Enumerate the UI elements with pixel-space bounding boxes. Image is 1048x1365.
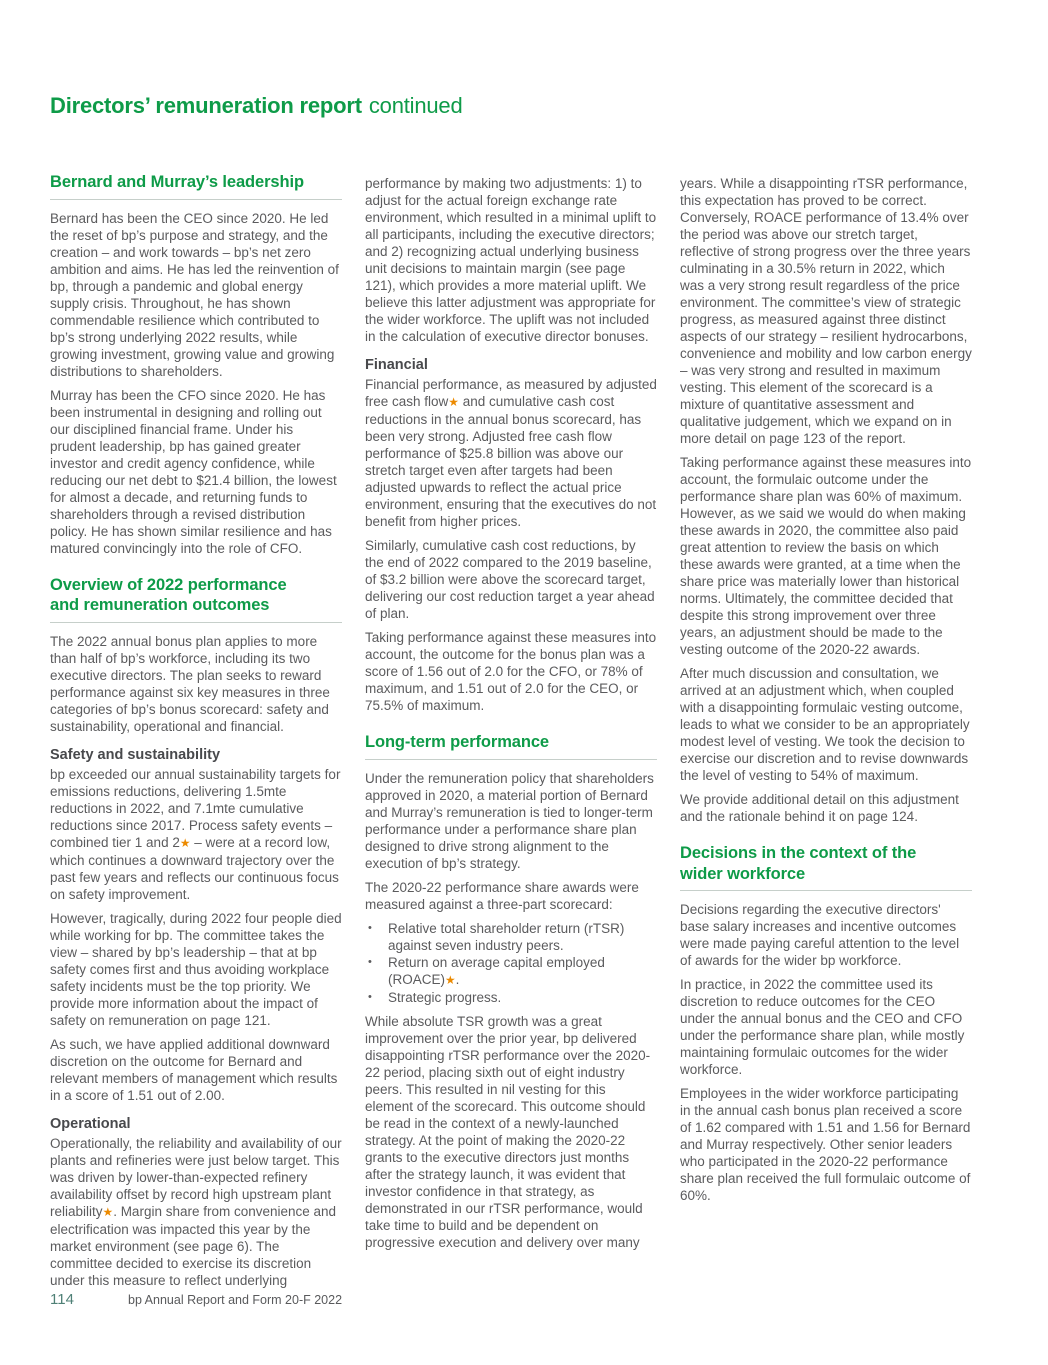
content-columns: [50, 172, 972, 1296]
column-3: [680, 172, 972, 1211]
page-title: [50, 92, 463, 119]
page-number: 114: [50, 1291, 74, 1308]
star-icon: ★: [445, 972, 456, 987]
sub-heading: Safety and sustainability: [50, 746, 221, 763]
column-2: [365, 172, 657, 1258]
page-footer: [50, 1291, 972, 1309]
star-icon: ★: [179, 835, 191, 850]
bullet-item: • Strategic progress.: [365, 989, 657, 1006]
paragraph: After much discussion and consultation, we arrived at an adjustment which, when coupled with a disappointing formulaic vesting outcome, leads to what we consider to be an appropriately modest level of vesting. We took the decision to exercise our discretion and to revise downwards the level of vesting to 54% of maximum.: [680, 666, 970, 783]
paragraph: In practice, in 2022 the committee used its discretion to reduce outcomes for the CEO under the annual bonus and the CEO and CFO under the performance share plan, while mostly maintaining formulaic outcomes for the wider workforce.: [680, 977, 965, 1077]
paragraph: The 2020-22 performance share awards were measured against a three-part scorecard:: [365, 879, 639, 912]
section-heading: Decisions in the context of the wider workforce: [680, 843, 972, 891]
paragraph: We provide additional detail on this adjustment and the rationale behind it on page 124.: [680, 792, 959, 824]
paragraph: Murray has been the CFO since 2020. He has been instrumental in designing and rolling out our disciplined financial frame. Under his prudent leadership, bp has gained greater investor and credit agency confidence, while reducing our net debt to $21.4 billion, the lowest for almost a decade, and returning funds to shareholders through a revised distribution policy. He has shown similar resilience and has matured convincingly into the role of CFO.: [50, 387, 337, 556]
bullet-item: • Relative total shareholder return (rTSR) against seven industry peers.: [365, 920, 657, 954]
star-icon: ★: [448, 395, 459, 409]
paragraph: Employees in the wider workforce participating in the annual cash bonus plan received a score of 1.62 compared with 1.51 and 1.56 for Bernard and Murray respectively. Other senior leaders who participated in the 2020-22 performance share plan received the full formulaic outcome of 60%.: [680, 1086, 971, 1203]
paragraph: As such, we have applied additional downward discretion on the outcome for Bernard and relevant members of management which results in a score of 1.51 out of 2.00.: [50, 1036, 338, 1103]
paragraph: performance by making two adjustments: 1) to adjust for the actual foreign exchange rate environment, which resulted in a minimal uplift to all participants, including the executive directors; and 2) recognizing actual underlying business unit decisions to maintain margin (see page 121), which provides a more material uplift. We believe this latter adjustment was appropriate for the wider workforce. The uplift was not included in the calculation of executive director bonuses.: [365, 176, 657, 344]
paragraph: Decisions regarding the executive directors' base salary increases and incentive outcomes were made paying careful attention to the level of awards for the wider bp workforce.: [680, 902, 960, 968]
paragraph: bp exceeded our annual sustainability targets for emissions reductions, delivering 1.5mte reductions in 2022, and 7.1mte cumulative reductions since 2017. Process safety events – combined tier 1 and 2★ – were at a record low, which continues a downward trajectory over the past few years and reflects our continuous focus on safety improvement.: [50, 766, 341, 902]
section-heading: Bernard and Murray’s leadership: [50, 172, 342, 200]
page-title-continued: continued: [368, 93, 463, 118]
paragraph: However, tragically, during 2022 four people died while working for bp. The committee takes the view – shared by bp’s leadership – that at bp safety comes first and thus avoiding workplace safety incidents must be the top priority. We provide more information about the impact of safety on remuneration on page 121.: [50, 910, 342, 1028]
paragraph: Operationally, the reliability and availability of our plants and refineries were just below target. This was driven by lower-than-expected refinery availability offset by record high upstream plant reliability★. Margin share from convenience and electrification was impacted this year by the market environment (see page 6). The committee decided to exercise its discretion under this measure to reflect underlying: [50, 1135, 342, 1288]
paragraph: Financial performance, as measured by adjusted free cash flow★ and cumulative cash cost reductions in the annual bonus scorecard, has been very strong. Adjusted free cash flow performance of $25.8 billion was above our stretch target even after targets had been adjusted upwards to reflect the actual price environment, ensuring that the executives do not benefit from higher prices.: [365, 377, 657, 529]
sub-heading: Financial: [365, 357, 428, 373]
paragraph: Similarly, cumulative cash cost reductions, by the end of 2022 compared to the 2019 baseline, of $3.2 billion were above the scorecard target, delivering our cost reduction target a year ahead of plan.: [365, 538, 655, 621]
page-title-main: Directors’ remuneration report: [50, 93, 362, 118]
sub-heading: Operational: [50, 1115, 131, 1132]
paragraph: The 2022 annual bonus plan applies to more than half of bp’s workforce, including its two executive directors. The plan seeks to reward performance against six key measures in three categories of bp’s bonus scorecard: safety and sustainability, operational and financial.: [50, 633, 330, 734]
section-heading: Long-term performance: [365, 732, 657, 760]
paragraph: Bernard has been the CEO since 2020. He led the reset of bp’s purpose and strategy, and the creation – and work towards – bp’s net zero ambition and aims. He has led the reinvention of bp, through a pandemic and global energy supply crisis. Throughout, he has shown commendable resilience which contributed to bp’s strong underlying 2022 results, while growing investment, growing value and growing distributions to shareholders.: [50, 210, 339, 379]
star-icon: ★: [102, 1204, 114, 1219]
column-1: [50, 172, 342, 1296]
bullet-item: • Return on average capital employed (ROACE)★.: [365, 954, 657, 989]
paragraph: years. While a disappointing rTSR performance, this expectation has proved to be correct. Conversely, ROACE performance of 13.4% over the period was above our stretch target, reflective of strong progress over the three years culminating in a 30.5% return in 2022, which was a very strong result regardless of the price environment. The committee’s view of strategic progress, as measured against three distinct aspects of our strategy – resilient hydrocarbons, convenience and mobility and low carbon energy – was very strong and resulted in maximum vesting. This element of the scorecard is a mixture of quantitative assessment and qualitative judgement, which we expand on in more detail on page 123 of the report.: [680, 176, 972, 446]
report-name: bp Annual Report and Form 20-F 2022: [128, 1293, 343, 1307]
section-heading: Overview of 2022 performance and remuneration outcomes: [50, 575, 342, 623]
paragraph: Taking performance against these measures into account, the formulaic outcome under the performance share plan was 60% of maximum. However, as we said we would do when making these awards in 2020, the committee also paid great attention to review the basis on which these awards were granted, at a time when the share price was materially lower than historical norms. Ultimately, the committee decided that despite this strong improvement over three years, an adjustment should be made to the vesting outcome of the 2020-22 awards.: [680, 455, 972, 657]
paragraph: Taking performance against these measures into account, the outcome for the bonus plan was a score of 1.56 out of 2.0 for the CFO, or 78% of maximum, and 1.51 out of 2.0 for the CEO, or 75.5% of maximum.: [365, 630, 657, 713]
paragraph: While absolute TSR growth was a great improvement over the prior year, bp delivered disappointing rTSR performance over the 2020-22 period, placing sixth out of eight industry peers. This resulted in nil vesting for this element of the scorecard. This outcome should be read in the context of a newly-launched strategy. At the point of making the 2020-22 grants to the executive directors just months after the strategy launch, it was evident that investor confidence in that strategy, as demonstrated in our rTSR performance, would take time to build and be dependent on progressive execution and delivery over many: [365, 1013, 651, 1250]
bullet-list: [365, 920, 657, 1006]
paragraph: Under the remuneration policy that shareholders approved in 2020, a material portion of Bernard and Murray’s remuneration is tied to longer-term performance under a performance share plan designed to drive strong alignment to the execution of bp’s strategy.: [365, 770, 654, 871]
